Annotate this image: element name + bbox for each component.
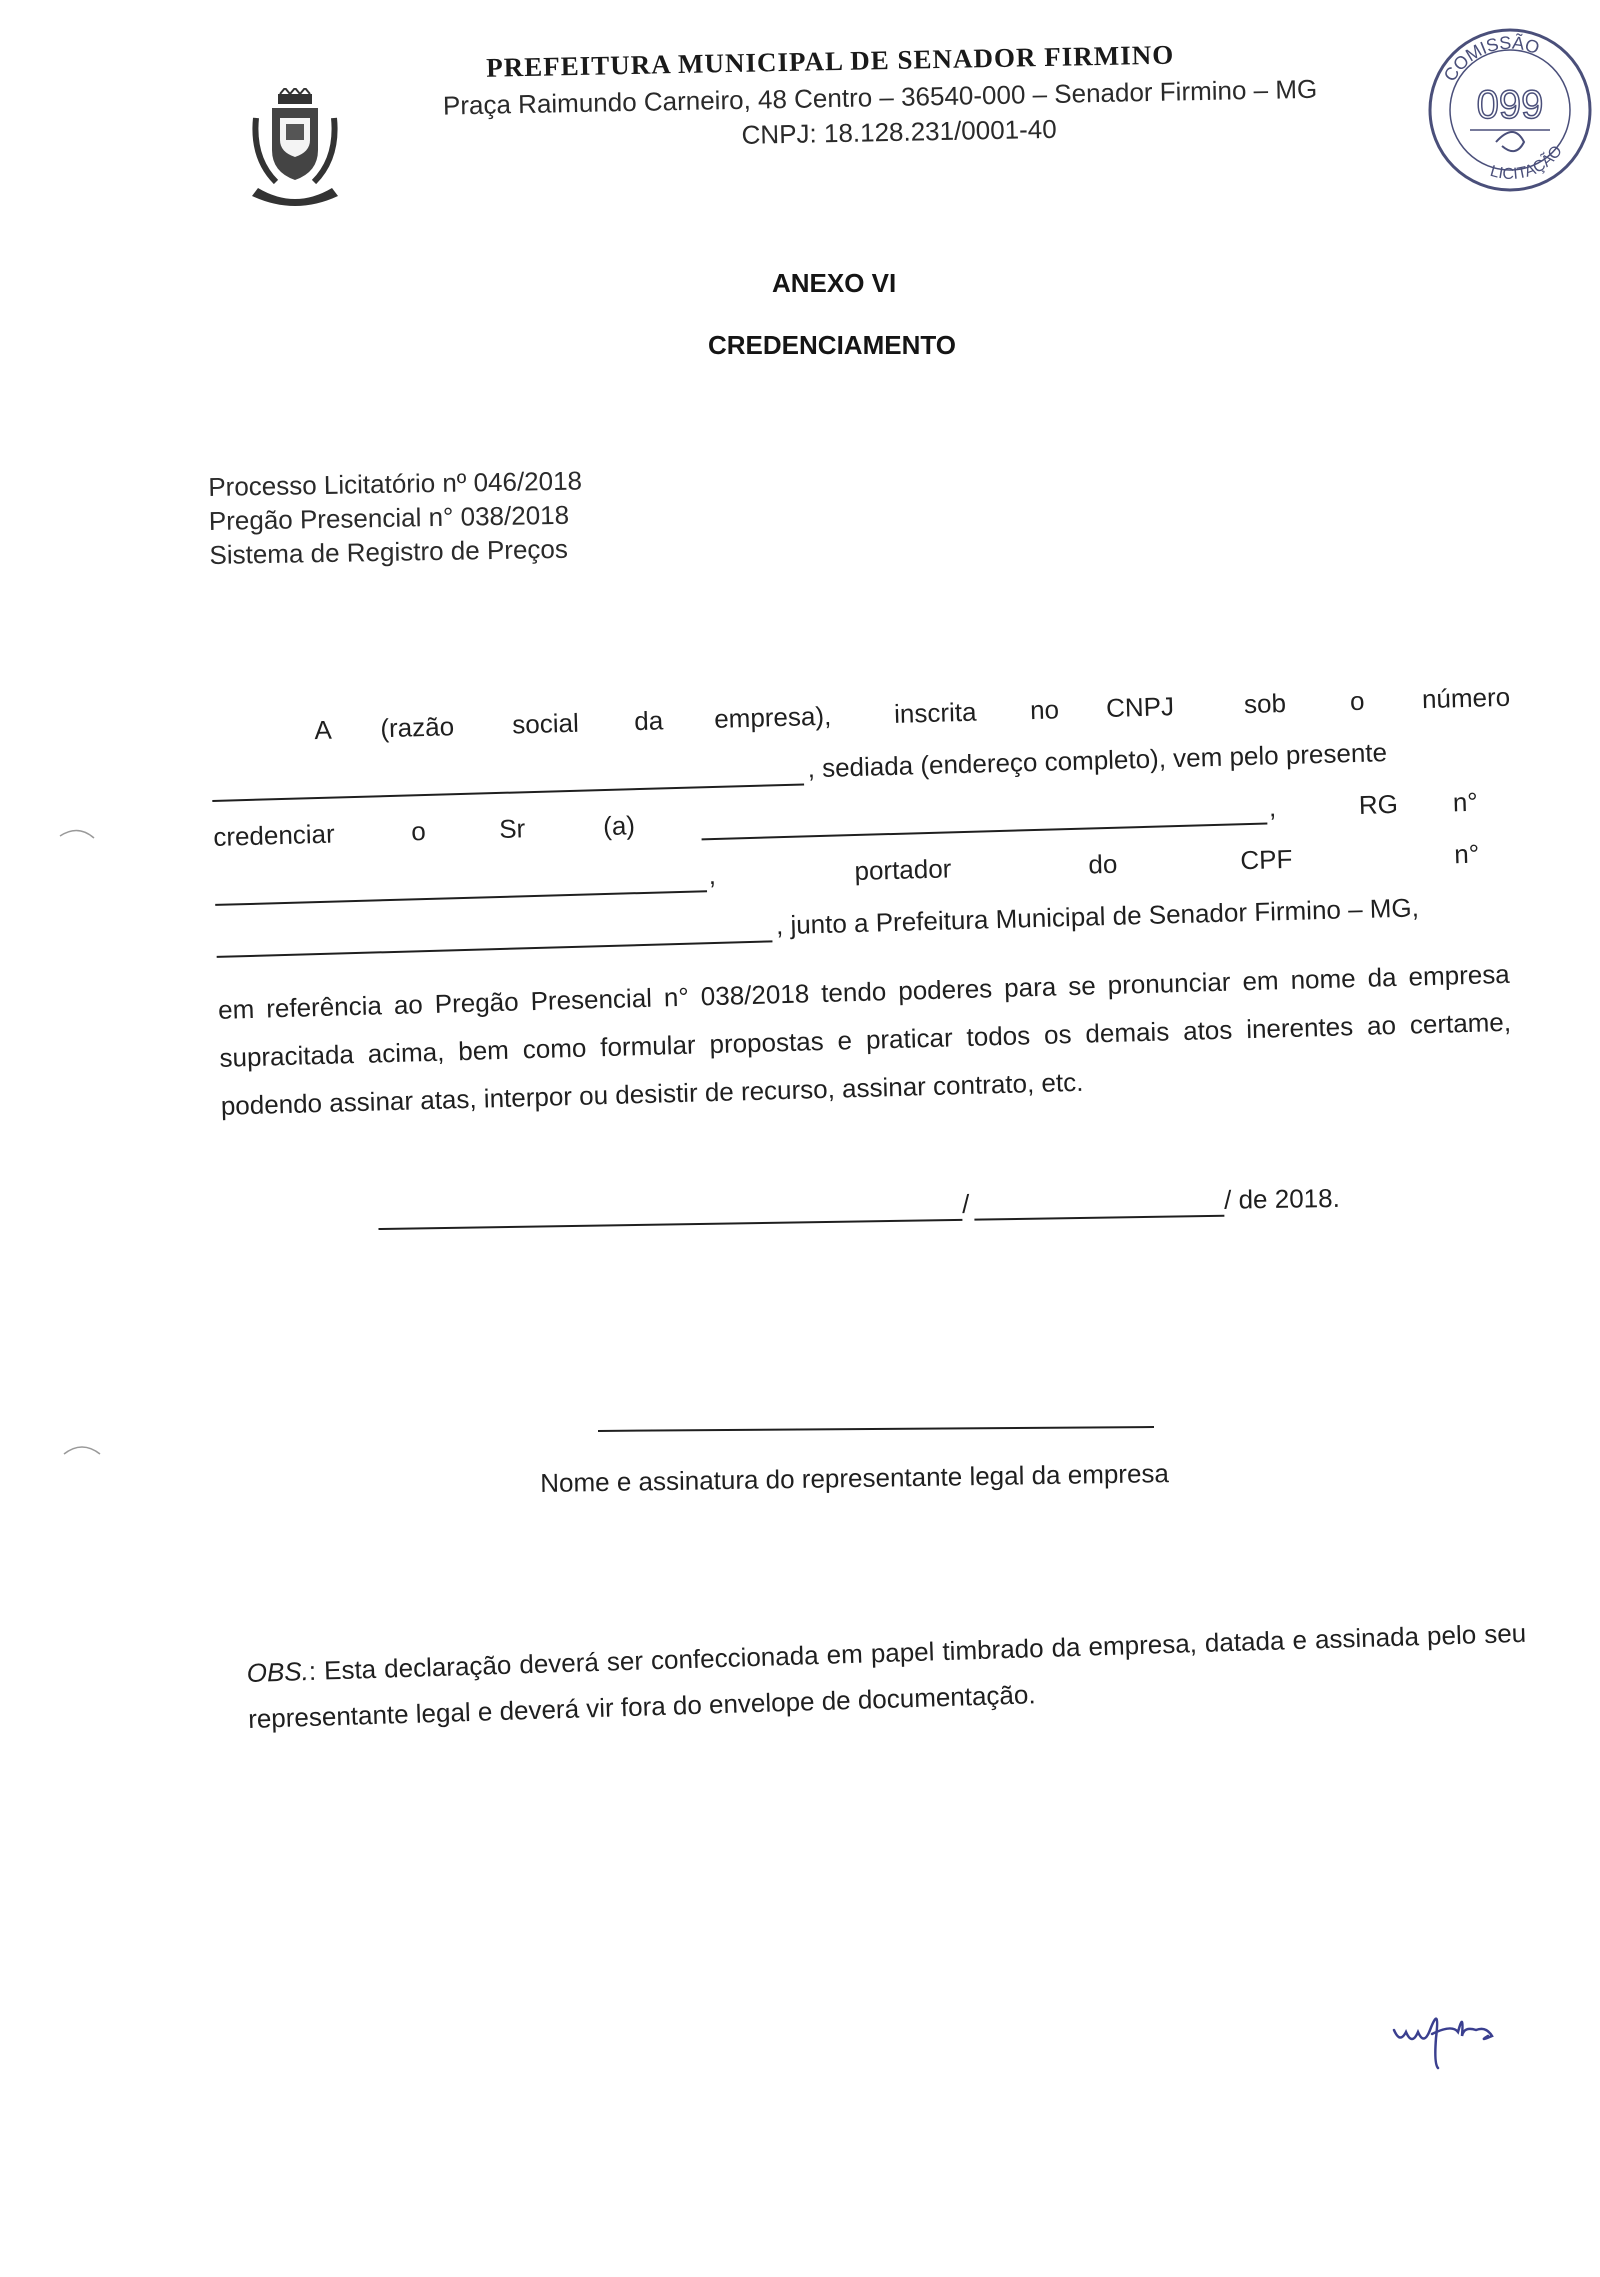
rg-blank [215, 890, 707, 906]
body-word: (razão [379, 711, 455, 744]
scan-mark [62, 1438, 102, 1458]
date-month-blank [974, 1215, 1224, 1221]
handwritten-initials [1388, 2000, 1568, 2070]
body-word: sob [1243, 687, 1287, 720]
body-word: n° [1452, 786, 1479, 818]
stamp-number: 099 [1476, 83, 1544, 127]
letterhead [420, 35, 1402, 157]
organization-name: PREFEITURA MUNICIPAL DE SENADOR FIRMINO [485, 39, 1175, 83]
municipal-coat-of-arms [250, 88, 340, 206]
process-number: Processo Licitatório nº 046/2018 [208, 465, 583, 502]
representative-name-blank [702, 823, 1268, 841]
stamp-top-text: COMISSÃO [1439, 32, 1543, 85]
commission-stamp [1418, 18, 1600, 200]
obs-text: : Esta declaração deverá ser confeccionada em papel timbrado da empresa, datada e assinada pelo seu representante legal e deverá vir fora do envelope de documentação. [247, 1617, 1527, 1734]
body-word: social [511, 707, 580, 740]
process-info [208, 463, 583, 572]
date-separator: / [961, 1188, 970, 1219]
body-word: A [313, 714, 333, 746]
registry-system: Sistema de Registro de Preços [209, 533, 569, 570]
body-word: o [1349, 685, 1365, 717]
credential-body [210, 682, 1513, 1130]
body-word: n° [1453, 838, 1480, 870]
body-word: (a) [602, 810, 636, 842]
signature-line [598, 1426, 1154, 1432]
body-word: portador [854, 853, 952, 887]
date-line [378, 1183, 1359, 1258]
body-word: , [708, 859, 717, 891]
body-word: o [410, 816, 427, 847]
cpf-blank [217, 940, 773, 958]
body-word: RG [1358, 788, 1399, 820]
date-city-day-blank [378, 1219, 962, 1230]
body-word: Sr [498, 813, 526, 844]
body-word: número [1421, 681, 1511, 715]
body-word: CPF [1239, 843, 1293, 876]
body-paragraph: em referência ao Pregão Presencial n° 038/2018 tendo poderes para se pronunciar em nome da empresa supracitada acima, bem como formular propostas e praticar todos os demais atos inerentes ao certame, podendo assinar atas, interpor ou desistir de recurso, assinar contrato, etc. [217, 958, 1512, 1121]
body-text: , sediada (endereço completo), vem pelo presente [807, 737, 1388, 784]
stamp-bottom-text: LICITAÇÃO [1488, 142, 1566, 184]
body-word: credenciar [212, 818, 336, 852]
body-word: CNPJ [1105, 691, 1175, 723]
body-word: , [1268, 792, 1277, 823]
scan-mark [58, 822, 98, 842]
svg-text:COMISSÃO [1440, 32, 1542, 85]
date-year: / de 2018. [1223, 1182, 1341, 1215]
observation-note [246, 1610, 1528, 1742]
organization-cnpj: CNPJ: 18.128.231/0001-40 [741, 113, 1057, 150]
signature-caption: Nome e assinatura do representante legal da empresa [540, 1458, 1170, 1498]
body-word: empresa), [713, 700, 832, 734]
body-word: inscrita [893, 696, 977, 729]
section-title: CREDENCIAMENTO [708, 330, 956, 360]
cnpj-blank [212, 783, 804, 802]
auction-number: Pregão Presencial n° 038/2018 [208, 499, 570, 536]
body-text: , junto a Prefeitura Municipal de Senador Firmino – MG, [775, 892, 1420, 941]
obs-label: OBS. [246, 1656, 310, 1688]
annex-title: ANEXO VI [772, 268, 897, 298]
organization-address: Praça Raimundo Carneiro, 48 Centro – 36540-000 – Senador Firmino – MG [442, 73, 1318, 121]
body-word: da [633, 705, 664, 737]
body-word: do [1088, 848, 1118, 880]
body-word: no [1029, 694, 1060, 726]
